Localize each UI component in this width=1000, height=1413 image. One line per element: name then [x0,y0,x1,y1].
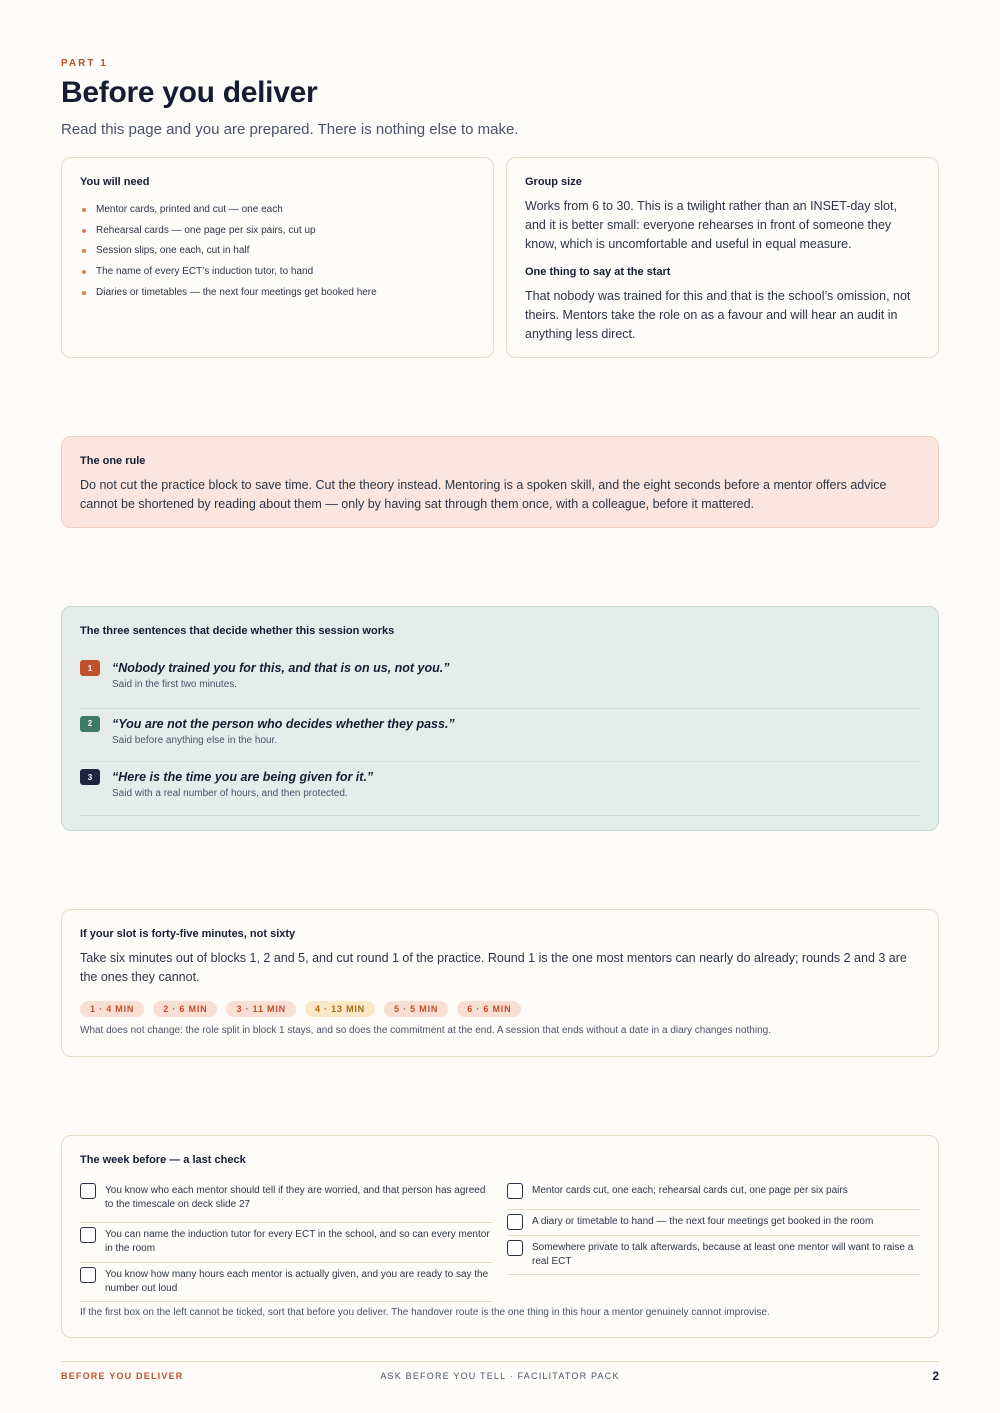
timing-pill: 2 · 6 MIN [153,1001,217,1017]
group-size-body: Works from 6 to 30. This is a twilight rather than an INSET-day slot, and it is better small: everyone rehearses in front of someone they know, which is uncomfortable and useful in equal measure. [525,199,897,251]
checklist-label: Somewhere private to talk afterwards, because at least one mentor will want to raise a real ECT [532,1242,914,1267]
one-rule-body: Do not cut the practice block to save time. Cut the theory instead. Mentoring is a spoken skill, and the eight seconds before a mentor offers advice cannot be shortened by reading about them — only by having sat through them once, with a colleague, before it mattered. [80,478,887,511]
checkbox[interactable] [80,1227,96,1243]
checklist-item [80,1223,493,1262]
footer-divider [61,1361,939,1362]
sentence-item [80,762,920,816]
page-number: 2 [932,1369,939,1383]
timing-pill: 1 · 4 MIN [80,1001,144,1017]
sentence-item [80,709,920,763]
block-timings [80,1001,920,1017]
sentence-note: Said in the first two minutes. [112,679,238,690]
sentence-note: Said with a real number of hours, and then protected. [112,788,348,800]
list-item: Mentor cards, printed and cut — one each [80,204,475,225]
timing-pill: 4 · 13 MIN [305,1001,375,1017]
checkbox[interactable] [80,1267,96,1283]
sentence-list [80,655,920,816]
timing-pill: 5 · 5 MIN [384,1001,448,1017]
list-item: The name of every ECT’s induction tutor, to hand [80,266,475,287]
section-kicker: PART 1 [61,58,108,69]
one-rule-card [61,436,939,528]
sentence-quote: “You are not the person who decides whether they pass.” [112,716,455,731]
one-rule-heading: The one rule [80,455,146,467]
page-title: Before you deliver [61,76,318,109]
checklist-item [80,1184,493,1223]
checklist [80,1184,920,1302]
page [61,0,939,1413]
timing-pill: 3 · 11 MIN [226,1001,296,1017]
number-badge: 3 [80,769,100,785]
checklist-item [80,1263,493,1302]
short-slot-card [61,909,939,1057]
short-slot-note: What does not change: the role split in block 1 stays, and so does the commitment at the end. A session that ends without a date in a diary changes nothing. [80,1025,771,1036]
checklist-left-column [80,1184,493,1302]
checklist-label: You know how many hours each mentor is actually given, and you are ready to say the number out loud [105,1268,489,1294]
needs-card [61,157,494,358]
checklist-right-column [507,1184,920,1302]
week-before-note: If the first box on the left cannot be ticked, sort that before you deliver. The handover route is the one thing in this hour a mentor genuinely cannot improvise. [80,1307,770,1318]
needs-list [80,204,475,307]
checkbox[interactable] [507,1240,523,1256]
checkbox[interactable] [507,1214,523,1230]
number-badge: 1 [80,660,100,676]
group-size-card [506,157,939,358]
checklist-label: Mentor cards cut, one each; rehearsal cards cut, one page per six pairs [532,1185,848,1196]
checklist-item [507,1236,920,1275]
start-heading: One thing to say at the start [525,266,671,278]
number-badge: 2 [80,716,100,732]
short-slot-body: Take six minutes out of blocks 1, 2 and 5, and cut round 1 of the practice. Round 1 is the one most mentors can nearly do already; rounds 2 and 3 are the ones they cannot. [80,951,907,984]
start-body: That nobody was trained for this and that is the school’s omission, not theirs. Mentors take the role on as a favour and will hear an audit in anything less direct. [525,289,911,341]
list-item: Diaries or timetables — the next four meetings get booked here [80,287,475,308]
footer-section: BEFORE YOU DELIVER [61,1371,184,1381]
page-subtitle: Read this page and you are prepared. There is nothing else to make. [61,121,519,138]
checklist-item [507,1210,920,1236]
checklist-item [507,1184,920,1210]
checklist-label: A diary or timetable to hand — the next four meetings get booked in the room [532,1216,874,1227]
timing-pill: 6 · 6 MIN [457,1001,521,1017]
three-sentences-card [61,606,939,831]
week-before-heading: The week before — a last check [80,1154,246,1166]
sentence-quote: “Here is the time you are being given for it.” [112,770,374,785]
checkbox[interactable] [80,1183,96,1199]
list-item: Rehearsal cards — one page per six pairs, cut up [80,225,475,246]
sentence-note: Said before anything else in the hour. [112,734,278,746]
three-sentences-heading: The three sentences that decide whether this session works [80,625,395,637]
checklist-label: You can name the induction tutor for every ECT in the school, and so can every mentor in the room [105,1229,490,1255]
group-size-heading: Group size [525,176,582,188]
sentence-quote: “Nobody trained you for this, and that is on us, not you.” [112,661,450,675]
week-before-card [61,1135,939,1338]
footer-title: ASK BEFORE YOU TELL · FACILITATOR PACK [380,1371,620,1381]
list-item: Session slips, one each, cut in half [80,245,475,266]
checkbox[interactable] [507,1183,523,1199]
short-slot-heading: If your slot is forty-five minutes, not sixty [80,928,296,940]
needs-heading: You will need [80,176,150,188]
checklist-label: You know who each mentor should tell if they are worried, and that person has agreed to the timescale on deck slide 27 [105,1185,486,1210]
sentence-item [80,655,920,709]
